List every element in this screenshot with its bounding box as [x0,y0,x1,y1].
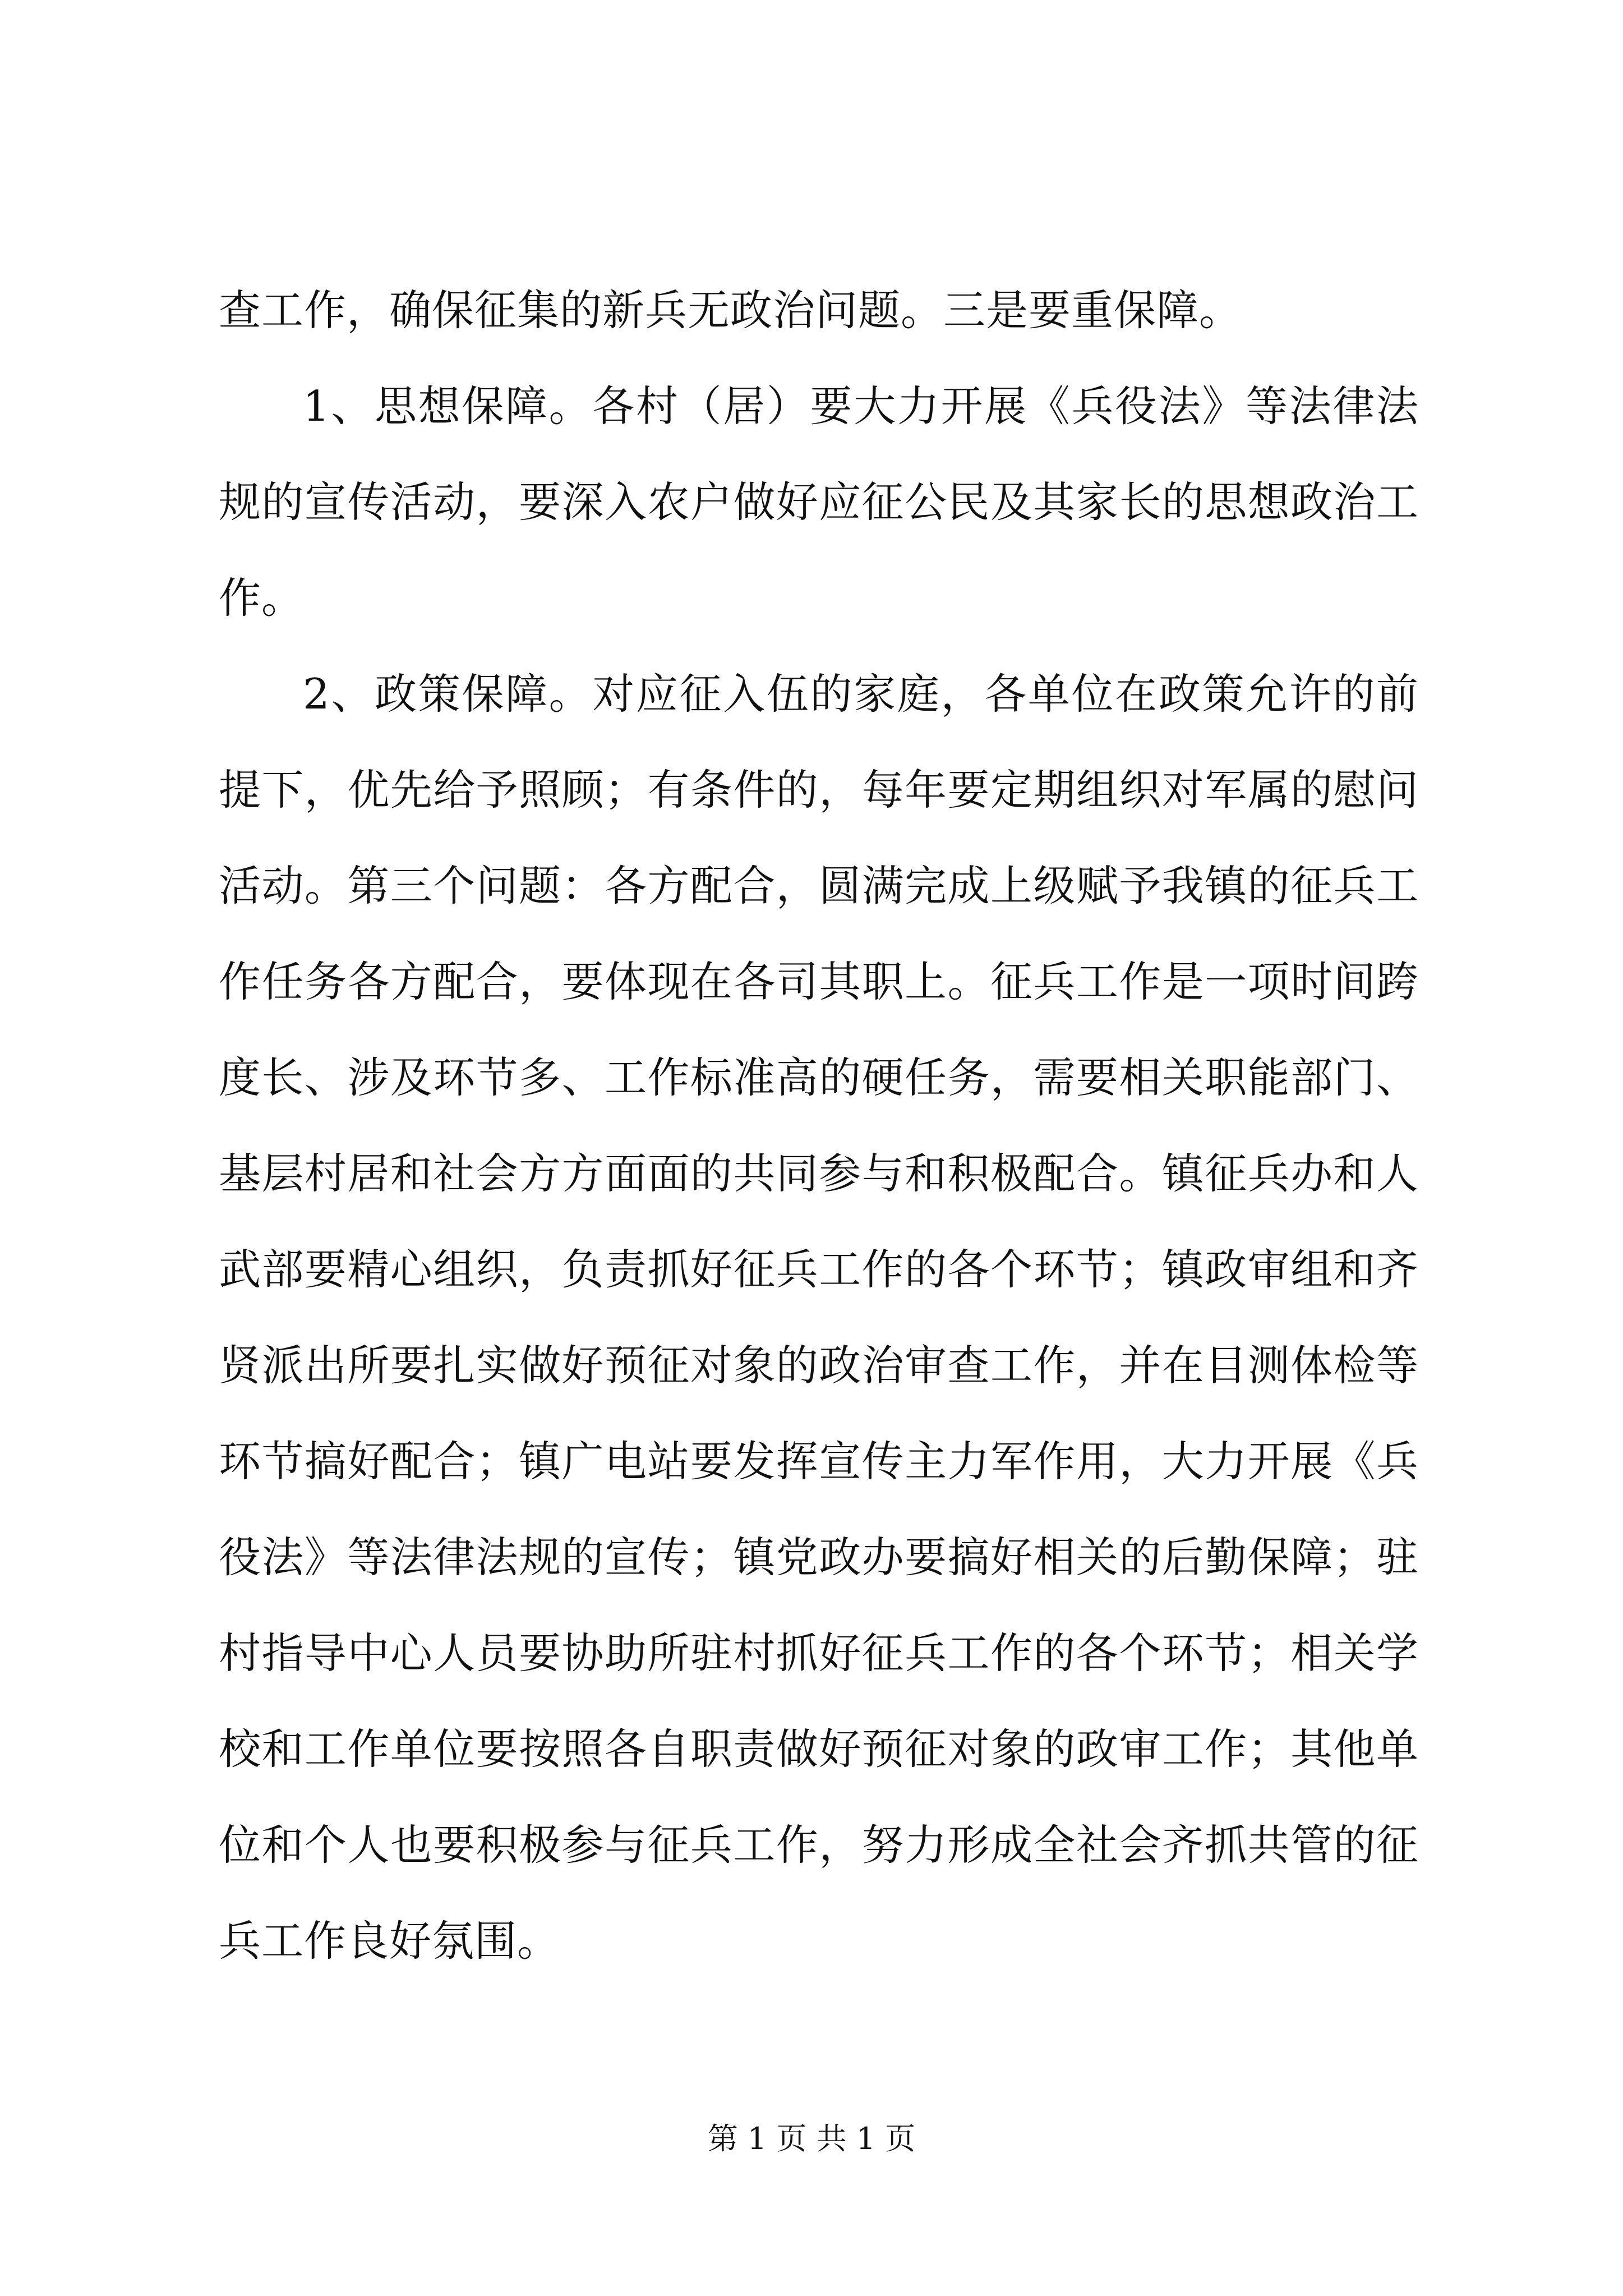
paragraph-ideological-guarantee: 1、思想保障。各村（居）要大力开展《兵役法》等法律法规的宣传活动，要深入农户做好应征公民及其家长的思想政治工作。 [219,381,1419,623]
document-body [219,263,1419,1989]
paragraph-policy-guarantee: 2、政策保障。对应征入伍的家庭，各单位在政策允许的前提下，优先给予照顾；有条件的，每年要定期组织对军属的慰问活动。第三个问题：各方配合，圆满完成上级赋予我镇的征兵工作任务各方配合，要体现在各司其职上。征兵工作是一项时间跨度长、涉及环节多、工作标准高的硬任务，需要相关职能部门、基层村居和社会方方面面的共同参与和积极配合。镇征兵办和人武部要精心组织，负责抓好征兵工作的各个环节；镇政审组和齐贤派出所要扎实做好预征对象的政治审查工作，并在目测体检等环节搞好配合；镇广电站要发挥宣传主力军作用，大力开展《兵役法》等法律法规的宣传；镇党政办要搞好相关的后勤保障；驻村指导中心人员要协助所驻村抓好征兵工作的各个环节；相关学校和工作单位要按照各自职责做好预征对象的政审工作；其他单位和个人也要积极参与征兵工作，努力形成全社会齐抓共管的征兵工作良好氛围。 [219,669,1419,1966]
paragraph-continuation: 查工作，确保征集的新兵无政治问题。三是要重保障。 [219,286,1242,335]
page-footer: 第 1 页 共 1 页 [707,2121,916,2156]
